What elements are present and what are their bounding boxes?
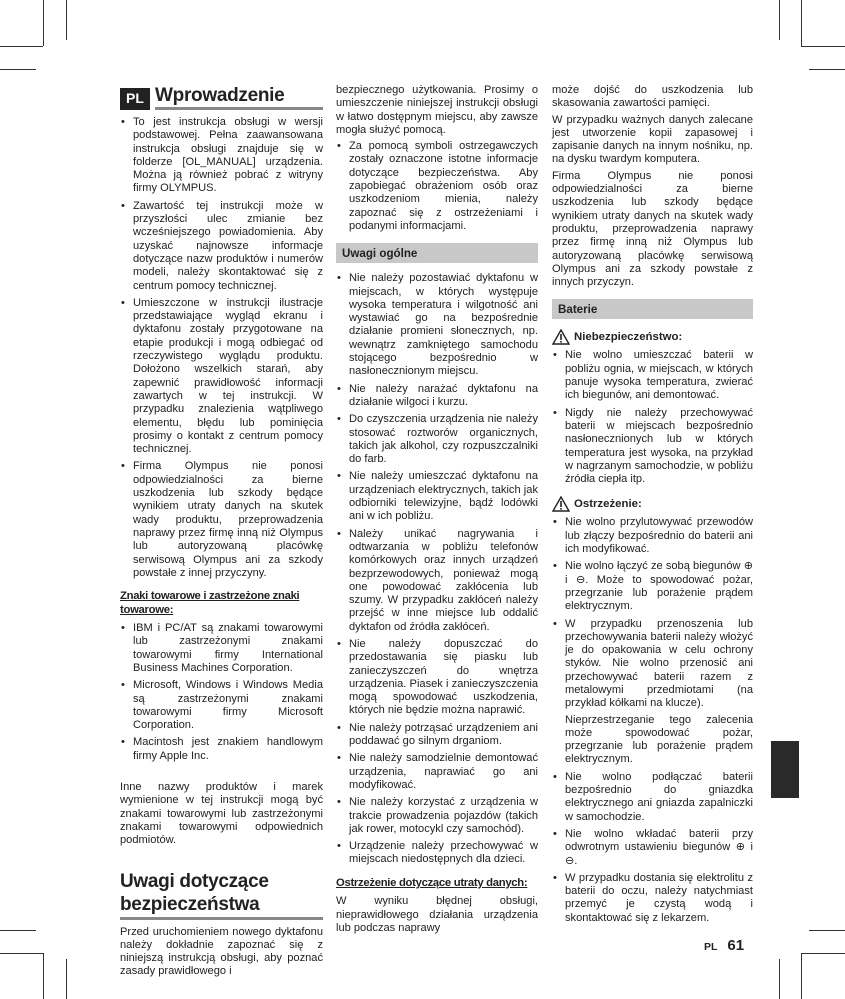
crop-mark [809,930,845,931]
danger-list [552,349,753,486]
list-item: • Macintosh jest znakiem handlowym firmy Apple Inc. [120,736,323,763]
data-loss-heading: Ostrzeżenie dotyczące utraty danych: [336,876,528,889]
list-item: • IBM i PC/AT są znakami towarowymi lub zastrzeżonymi znakami towarowymi firmy International Business Machines Corporation. [120,622,323,675]
symbols-list [336,140,538,233]
crop-mark [801,953,845,954]
title-row [120,84,323,110]
data-loss-paragraph: W wyniku błędnej obsługi, nieprawidłowego działania urządzenia lub podczas naprawy [336,895,538,934]
safety-title-line1: Uwagi dotyczące [120,870,269,892]
crop-mark [809,69,845,70]
list-item-text: W przypadku przenoszenia lub przechowywania baterii należy włożyć je do opakowania w celu ochrony styków. Nie wolno przenosić ani przechowywać baterii razem z metalowymi przedmiotami (na przykład kółkami na klucze). [565,617,753,710]
paragraph: może dojść do uszkodzenia lub skasowania zawartości pamięci. [552,84,753,110]
crop-mark [43,0,44,46]
batteries-heading: Baterie [552,299,753,319]
trademarks-heading: Znaki towarowe i zastrzeżone znaki towarowe: [120,590,300,616]
list-item: • Nie wolno umieszczać baterii w pobliżu ognia, w miejscach, w których panuje wysoka temperatura, zwierać ich biegunów, ani demontować. [552,349,753,402]
crop-mark [0,930,36,931]
crop-mark [779,0,780,40]
crop-mark [0,46,43,47]
list-item: • Nie wolno podłączać baterii bezpośrednio do gniazdka elektrycznego ani gniazda zapalniczki w samochodzie. [552,771,753,824]
page-footer [704,937,744,954]
list-item: • Nie należy umieszczać dyktafonu na urządzeniach elektrycznych, takich jak odbiorniki telewizyjne, bądź lodówki ani w ich pobliżu. [336,470,538,523]
crop-mark [43,953,44,999]
intro-list [120,116,323,580]
list-item [552,618,753,767]
section-tab [771,741,799,798]
list-item: • Należy unikać nagrywania i odtwarzania w pobliżu telefonów komórkowych oraz innych urządzeń bezprzewodowych, ponieważ mogą one powodować zakłócenia lub szumy. W przypadku zakłóceń należy przejść w inne miejsce lub oddalić dyktafon od źródła zakłóceń. [336,528,538,634]
warning-label: Ostrzeżenie: [574,497,642,510]
warning-triangle-icon [552,496,570,512]
column-1 [120,84,323,982]
list-item: • Do czyszczenia urządzenia nie należy stosować roztworów organicznych, takich jak alkohol, czy rozpuszczalniki do farb. [336,413,538,466]
list-item: • Zawartość tej instrukcji może w przyszłości ulec zmianie bez wcześniejszego powiadomienia. Aby uzyskać najnowsze informacje dotyczące nazw produktów i numerów modeli, należy skontaktować się z centrum pomocy technicznej. [120,200,323,293]
list-item: • Nie należy narażać dyktafonu na działanie wilgoci i kurzu. [336,383,538,410]
page-number: 61 [727,937,745,954]
list-item: • Nigdy nie należy przechowywać baterii w miejscach bezpośrednio nasłonecznionych lub w których temperatura jest wysoka, na przykład w nagrzanym samochodzie, w pobliżu źródła ciepła itp. [552,407,753,487]
column-3 [552,84,753,929]
list-item: • Nie wolno przylutowywać przewodów lub złączy bezpośrednio do baterii ani ich modyfikować. [552,516,753,556]
list-item: • Nie należy samodzielnie demontować urządzenia, naprawiać go ani modyfikować. [336,752,538,792]
list-item: • Nie należy dopuszczać do przedostawania się piasku lub zanieczyszczeń do wnętrza urządzenia. Piasek i zanieczyszczenia mogą spowodować uszkodzenia, których nie będzie można naprawić. [336,638,538,718]
warning-list [552,516,753,925]
crop-mark [801,953,802,999]
list-item: • Urządzenie należy przechowywać w miejscach niedostępnych dla dzieci. [336,840,538,867]
list-item: • W przypadku dostania się elektrolitu z baterii do oczu, należy natychmiast przemyć je czystą wodą i skontaktować się z lekarzem. [552,872,753,925]
paragraph: Firma Olympus nie ponosi odpowiedzialności za bierne uszkodzenia lub szkody będące wynikiem utraty danych na skutek wady produktu, przeprowadzenia naprawy przez firmę inną niż Olympus lub autoryzowaną placówkę serwisową Olympus ani za szkody powstałe z innych przyczyn. [552,169,753,289]
list-item-subparagraph: Nieprzestrzeganie tego zalecenia może spowodować pożar, przegrzanie lub porażenie prądem elektrycznym. [565,713,753,766]
other-names-paragraph: Inne nazwy produktów i marek wymienione w tej instrukcji mogą być znakami towarowymi lub zastrzeżonymi znakami towarowymi odpowiednich podmiotów. [120,781,323,847]
list-item: • To jest instrukcja obsługi w wersji podstawowej. Pełna zaawansowana instrukcja obsługi znajduje się w folderze [OL_MANUAL] urządzenia. Można ją również pobrać z witryny firmy OLYMPUS. [120,116,323,196]
crop-mark [801,46,845,47]
warning-title [552,496,753,512]
crop-mark [779,959,780,999]
list-item: • Microsoft, Windows i Windows Media są zastrzeżonymi znakami towarowymi firmy Microsoft Corporation. [120,679,323,732]
danger-label: Niebezpieczeństwo: [574,330,683,343]
list-item: • Nie wolno wkładać baterii przy odwrotnym ustawieniu biegunów ⊕ i ⊖. [552,828,753,868]
paragraph: W przypadku ważnych danych zalecane jest utworzenie kopii zapasowej i zapisanie danych na innym nośniku, np. na dysku twardym komputera. [552,113,753,166]
safety-title-line2: bezpieczeństwa [120,893,260,915]
page-title: Wprowadzenie [155,85,323,110]
safety-intro: Przed uruchomieniem nowego dyktafonu należy dokładnie zapoznać się z niniejszą instrukcją obsługi, aby poznać zasady prawidłowego i [120,925,323,978]
general-notes-list [336,272,538,866]
list-item: • Za pomocą symboli ostrzegawczych zostały oznaczone istotne informacje dotyczące bezpieczeństwa. Aby zapobiegać obrażeniom osób oraz uszkodzeniom mienia, należy zapoznać się z ostrzeżeniami i podanymi informacjami. [336,140,538,233]
list-item: • Nie należy korzystać z urządzenia w trakcie prowadzenia pojazdów (takich jak rower, motocykl czy samochód). [336,796,538,836]
footer-language: PL [704,941,718,953]
warning-triangle-icon [552,329,570,345]
crop-mark [801,0,802,46]
list-item: • Firma Olympus nie ponosi odpowiedzialności za bierne uszkodzenia lub szkody będące wynikiem utraty danych na skutek wady produktu, przeprowadzenia naprawy przez firmę inną niż Olympus lub autoryzowaną placówkę serwisową Olympus ani za szkody powstałe z innej przyczyny. [120,460,323,580]
list-item: • Umieszczone w instrukcji ilustracje przedstawiające wygląd ekranu i dyktafonu zostały przygotowane na etapie produkcji i mogą odbiegać od rzeczywistego wyglądu produktu. Dołożono wszelkich starań, aby zapewnić prawidłowość informacji zawartych w tej instrukcji. W przypadku znalezienia wątpliwego elementu, błędu lub pominięcia prosimy o kontakt z centrum pomocy technicznej. [120,297,323,457]
crop-mark [0,953,43,954]
continued-paragraph: bezpiecznego użytkowania. Prosimy o umieszczenie niniejszej instrukcji obsługi w łatwo dostępnym miejscu, aby zawsze mogła służyć pomocą. [336,84,538,136]
crop-mark [66,0,67,40]
trademarks-list [120,622,323,763]
list-item: • Nie należy pozostawiać dyktafonu w miejscach, w których występuje wysoka temperatura i wilgotność ani wystawiać go na bezpośrednie działanie promieni słonecznych, np. wewnątrz zamkniętego samochodu stojącego bezpośrednio w nasłonecznionym miejscu. [336,272,538,378]
general-notes-heading: Uwagi ogólne [336,243,538,263]
column-2 [336,84,538,938]
language-badge: PL [120,88,150,110]
list-item: • Nie należy potrząsać urządzeniem ani poddawać go silnym drganiom. [336,722,538,749]
safety-title [120,870,323,920]
danger-title [552,329,753,345]
crop-mark [0,69,36,70]
crop-mark [66,959,67,999]
list-item: • Nie wolno łączyć ze sobą biegunów ⊕ i ⊖. Może to spowodować pożar, przegrzanie lub porażenie prądem elektrycznym. [552,560,753,613]
